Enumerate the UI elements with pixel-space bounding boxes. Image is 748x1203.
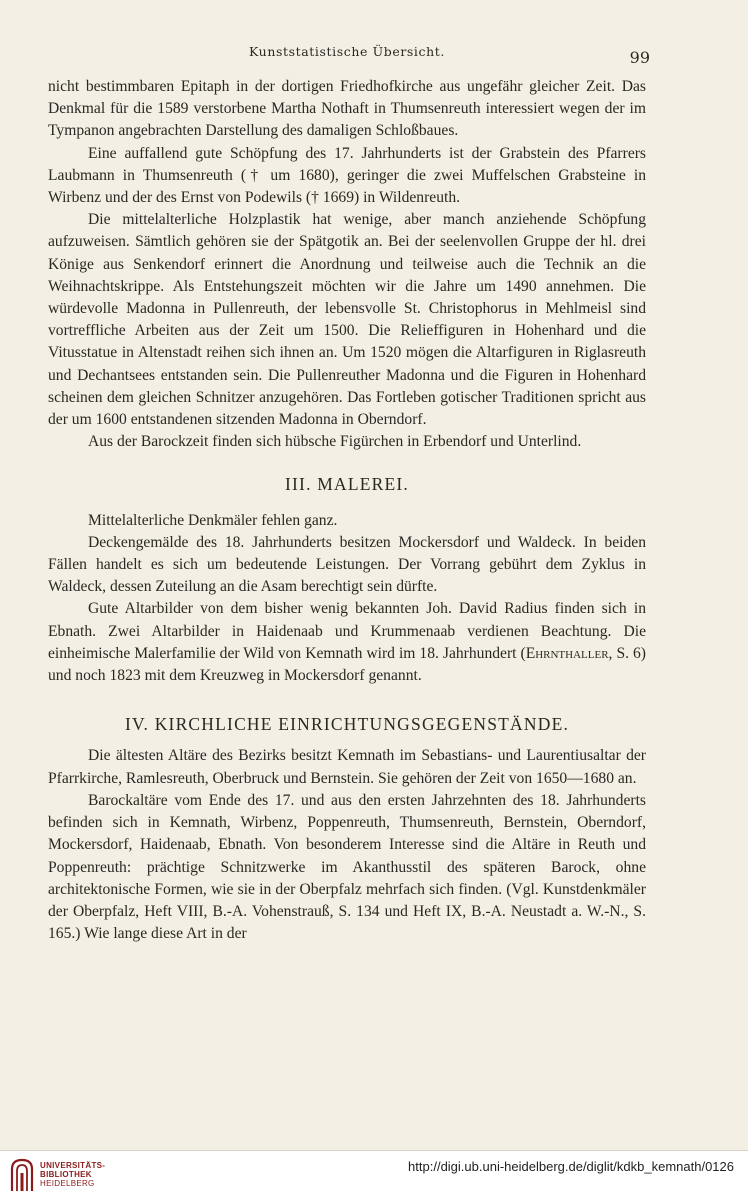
- source-url-link[interactable]: http://digi.ub.uni-heidelberg.de/diglit/kdkb_kemnath/0126: [408, 1159, 734, 1174]
- altarbilder-text-before: Gute Altarbilder von dem bisher wenig bekannten Joh. David Radius finden sich in Ebnath. Zwei Altarbilder in Haidenaab und Krummenaab verdienen Beachtung. Die einheimische Malerfamilie der Wild von Kemnath wird im 18. Jahrhundert (: [48, 600, 646, 662]
- library-name: [40, 1161, 105, 1188]
- paragraph-aeltesten-altaere: Die ältesten Altäre des Bezirks besitzt Kemnath im Sebastians- und Laurentiusaltar der Pfarrkirche, Ramlesreuth, Oberbruck und Bernstein. Sie gehören der Zeit von 1650—1680 an.: [48, 747, 646, 787]
- section-heading-malerei: III. MALEREI.: [285, 474, 409, 495]
- section-heading-kirchliche: IV. KIRCHLICHE EINRICHTUNGSGEGENSTÄNDE.: [124, 714, 570, 735]
- page-number: 99: [629, 48, 650, 67]
- author-citation: Ehrnthaller: [525, 644, 609, 662]
- paragraph-barockaltaere: Barockaltäre vom Ende des 17. und aus den ersten Jahrzehnten des 18. Jahrhunderts befinden sich in Kemnath, Wirbenz, Poppenreuth, Thumsenreuth, Bernstein, Oberndorf, Mockersdorf, Haidenaab, Ebnath. Von besonderem Interesse sind die Altäre in Reuth und Poppenreuth: prächtige Schnitzwerke im Akanthusstil des späteren Barock, ohne architektonische Formen, wie sie in der Oberpfalz mehrfach sich finden. (Vgl. Kunstdenkmäler der Oberpfalz, Heft VIII, B.-A. Vohenstrauß, S. 134 und Heft IX, B.-A. Neustadt a. W.-N., S. 165.) Wie lange diese Art in der: [48, 791, 646, 943]
- paragraph-altarbilder: [48, 598, 646, 687]
- library-logo-icon: [10, 1157, 34, 1193]
- library-line-3: HEIDELBERG: [40, 1179, 95, 1188]
- library-line-1: UNIVERSITÄTS-: [40, 1161, 106, 1170]
- body-text: [48, 76, 646, 945]
- library-line-2: BIBLIOTHEK: [40, 1170, 92, 1179]
- running-title: Kunststatistische Übersicht.: [249, 44, 445, 59]
- footer: [0, 1150, 748, 1203]
- paragraph-barockzeit: Aus der Barockzeit finden sich hübsche Figürchen in Erbendorf und Unterlind.: [88, 433, 582, 451]
- paragraph-epitaph: nicht bestimmbaren Epitaph in der dortigen Friedhofkirche aus ungefähr gleicher Zeit. Das Denkmal für die 1589 verstorbene Martha Nothaft in Thumsenreuth interessiert wegen der im Tympanon angebrachten Darstellung des damaligen Schloßbaues.: [48, 78, 646, 140]
- altarbilder-text-after: , S. 6) und noch 1823 mit dem Kreuzweg in Mockersdorf genannt.: [48, 644, 646, 685]
- paragraph-holzplastik: Die mittelalterliche Holzplastik hat wenige, aber manch anziehende Schöpfung aufzuweisen. Sämtlich gehören sie der Spätgotik an. Bei der seelenvollen Gruppe der hl. drei Könige aus Senkendorf erinnert die Anordnung und teilweise auch die Technik an die Weihnachtskrippe. Als Entstehungszeit möchten wir die Jahre um 1490 annehmen. Die würdevolle Madonna in Pullenreuth, der lebensvolle St. Christophorus in Mehlmeisl sind vortreffliche Arbeiten aus der Zeit um 1500. Die Relieffiguren in Hohenhard und die Vitusstatue in Altenstadt reihen sich ihnen an. Um 1520 mögen die Altarfiguren in Riglasreuth und Dechantsees entstanden sein. Die Pullenreuther Madonna und die Figuren in Hohenhard scheinen dem gleichen Schnitzer anzugehören. Das Fortleben gotischer Traditionen spricht aus der um 1600 entstandenen sitzenden Madonna in Oberndorf.: [48, 211, 646, 429]
- paragraph-deckengemaelde: Deckengemälde des 18. Jahrhunderts besitzen Mockersdorf und Waldeck. In beiden Fällen handelt es sich um bedeutende Leistungen. Der Vorrang gebührt dem Zyklus in Waldeck, dessen Zuteilung an die Asam berechtigt sein dürfte.: [48, 533, 646, 596]
- paragraph-grabstein: Eine auffallend gute Schöpfung des 17. Jahrhunderts ist der Grabstein des Pfarrers Laubmann in Thumsenreuth († um 1680), geringer die zwei Muffelschen Grabsteine in Wirbenz und der des Ernst von Podewils († 1669) in Wildenreuth.: [48, 144, 646, 207]
- paragraph-mittelalterliche: Mittelalterliche Denkmäler fehlen ganz.: [88, 511, 338, 529]
- page-header: [48, 44, 650, 67]
